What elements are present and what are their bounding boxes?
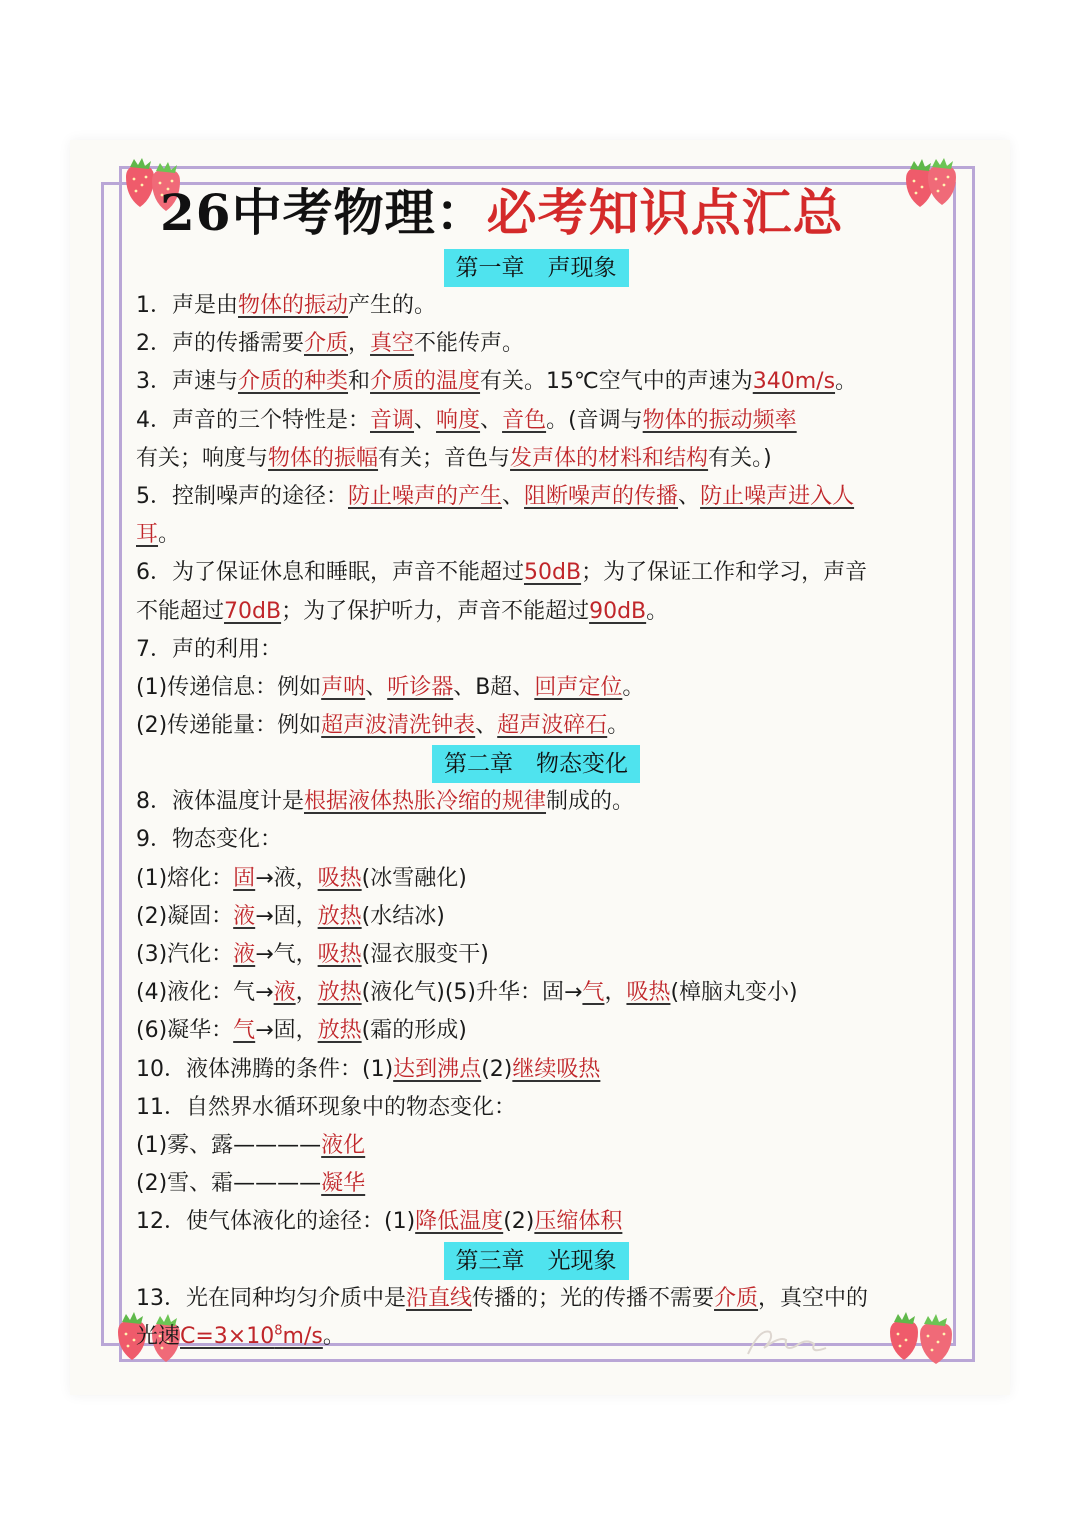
page-title (160, 178, 844, 248)
note-line: (2)凝固：液→固，放热(水结冰) (136, 903, 445, 929)
keyword: 液 (273, 980, 296, 1006)
keyword: 声呐 (321, 674, 366, 700)
note-line: 12．使气体液化的途径：(1)降低温度(2)压缩体积 (136, 1209, 623, 1235)
note-line: 3．声速与介质的种类和介质的温度有关。15℃空气中的声速为340m/s。 (136, 369, 858, 395)
keyword: 继续吸热 (512, 1056, 601, 1082)
chapter-heading: 第二章 物态变化 (136, 745, 936, 783)
keyword: 放热 (317, 1018, 362, 1044)
keyword: 吸热 (317, 865, 362, 891)
note-line: 13．光在同种均匀介质中是沿直线传播的；光的传播不需要介质，真空中的 (136, 1285, 869, 1311)
note-line: (2)雪、霜————凝华 (136, 1171, 366, 1197)
keyword: 气 (582, 980, 605, 1006)
title-highlight: 必考知识点汇总 (486, 183, 844, 242)
note-line: 9．物态变化： (136, 827, 282, 853)
note-line: (2)传递能量：例如超声波清洗钟表、超声波碎石。 (136, 713, 630, 739)
keyword: 防止噪声的产生 (348, 483, 503, 509)
keyword: 压缩体积 (534, 1209, 623, 1235)
keyword: 介质 (714, 1285, 759, 1311)
keyword: 液 (233, 903, 256, 929)
keyword: 70dB (224, 598, 282, 624)
keyword: 音色 (502, 407, 547, 433)
keyword: 放热 (317, 903, 362, 929)
note-line: 耳。 (136, 522, 181, 548)
note-line: 光速$C=3\times 10^8m/s$。 (136, 1323, 345, 1349)
keyword: 吸热 (626, 980, 671, 1006)
keyword: 液 (233, 942, 256, 967)
keyword: 90dB (589, 598, 647, 624)
note-line: 10．液体沸腾的条件：(1)达到沸点(2)继续吸热 (136, 1056, 601, 1082)
note-line: (3)汽化：液→气，吸热(湿衣服变干) (136, 942, 489, 967)
keyword: 根据液体热胀冷缩的规律 (304, 789, 547, 815)
note-line: 1．声是由物体的振动产生的。 (136, 293, 437, 318)
keyword: 阻断噪声的传播 (524, 483, 679, 509)
keyword: 听诊器 (387, 674, 454, 700)
keyword: 固 (233, 865, 256, 891)
note-line: (4)液化：气→液，放热(液化气)(5)升华：固→气，吸热(樟脑丸变小) (136, 980, 798, 1006)
keyword: 沿直线 (406, 1285, 473, 1311)
keyword: 介质 (304, 331, 349, 357)
keyword: 达到沸点 (393, 1056, 482, 1082)
title-prefix: 26中考物理： (160, 183, 487, 242)
note-line: 4．声音的三个特性是：音调、响度、音色。(音调与物体的振动频率 (136, 407, 797, 433)
note-line: (1)传递信息：例如声呐、听诊器、B超、回声定位。 (136, 674, 645, 700)
strawberry-icon (900, 155, 964, 211)
keyword: 超声波清洗钟表 (321, 713, 476, 739)
keyword: 音调 (370, 407, 415, 433)
keyword: 超声波碎石 (497, 713, 608, 739)
keyword: 真空 (370, 331, 415, 357)
keyword: $C=3\times 10^8m/s$ (180, 1323, 323, 1349)
notes-content (136, 249, 936, 1356)
keyword: 液化 (321, 1132, 366, 1158)
note-line: 6．为了保证休息和睡眠，声音不能超过50dB；为了保证工作和学习，声音 (136, 560, 868, 586)
note-line: (1)雾、露————液化 (136, 1132, 366, 1158)
keyword: 物体的振动 (238, 293, 349, 318)
keyword: 防止噪声进入人 (700, 483, 855, 509)
keyword: 放热 (317, 980, 362, 1006)
keyword: 吸热 (317, 942, 362, 967)
note-line: 2．声的传播需要介质，真空不能传声。 (136, 331, 525, 357)
keyword: 耳 (136, 522, 159, 548)
note-line: 不能超过70dB；为了保护听力，声音不能超过90dB。 (136, 598, 669, 624)
keyword: 发声体的材料和结构 (510, 445, 709, 471)
keyword: 降低温度 (415, 1209, 504, 1235)
keyword: 介质的种类 (238, 369, 349, 395)
chapter-heading: 第三章 光现象 (136, 1242, 936, 1280)
keyword: 回声定位 (534, 674, 623, 700)
note-line: 有关；响度与物体的振幅有关；音色与发声体的材料和结构有关。) (136, 445, 772, 471)
keyword: 50dB (524, 560, 582, 586)
keyword: 凝华 (321, 1171, 366, 1197)
note-line: 11．自然界水循环现象中的物态变化： (136, 1094, 516, 1120)
keyword: 物体的振动频率 (642, 407, 797, 433)
keyword: 气 (233, 1018, 256, 1044)
keyword: 介质的温度 (370, 369, 481, 395)
note-line: 5．控制噪声的途径：防止噪声的产生、阻断噪声的传播、防止噪声进入人 (136, 483, 855, 509)
keyword: 340m/s (752, 369, 836, 395)
note-line: 8．液体温度计是根据液体热胀冷缩的规律制成的。 (136, 789, 635, 815)
note-line: (6)凝华：气→固，放热(霜的形成) (136, 1018, 467, 1044)
chapter-heading: 第一章 声现象 (136, 249, 936, 287)
note-line: (1)熔化：固→液，吸热(冰雪融化) (136, 865, 467, 891)
keyword: 物体的振幅 (268, 445, 379, 471)
note-line: 7．声的利用： (136, 636, 282, 662)
keyword: 响度 (436, 407, 481, 433)
